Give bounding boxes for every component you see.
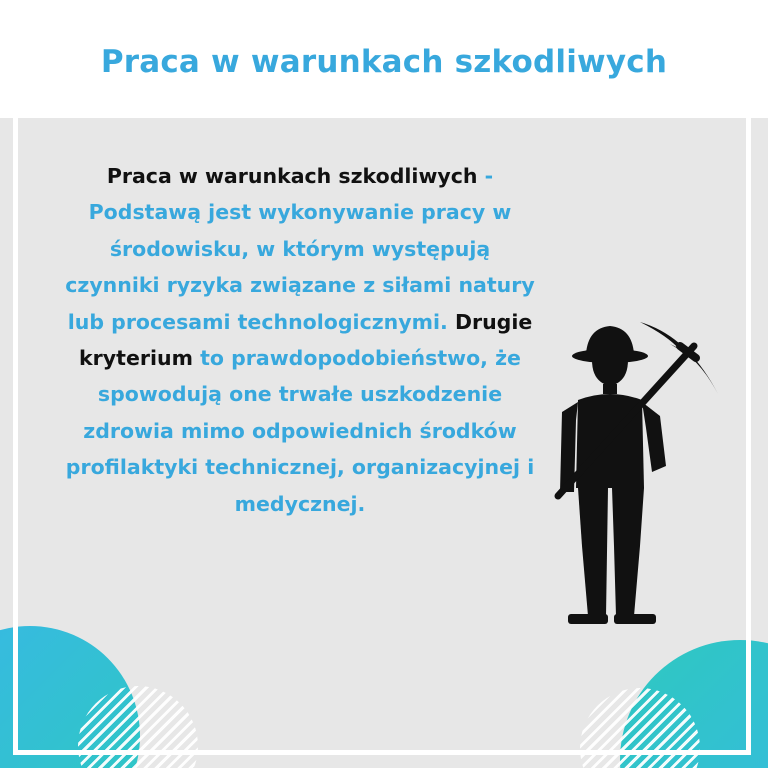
definition-text [62, 158, 538, 522]
separator-dash: - [477, 164, 494, 188]
page-title: Praca w warunkach szkodliwych [100, 44, 668, 80]
definition-part-1: Podstawą jest wykonywanie pracy w środowisku, w którym występują czynniki ryzyka związane z siłami natury lub procesami technologicznymi. [65, 200, 535, 334]
term-second-criterion: Drugie kryterium [79, 309, 533, 371]
separator-to: to [192, 346, 232, 371]
term-harmful-conditions: Praca w warunkach szkodliwych [106, 164, 478, 188]
definition-part-2: prawdopodobieństwo, że spowodują one trwałe uszkodzenie zdrowia mimo odpowiednich środków profilaktyki technicznej, organizacyjnej i medycznej. [65, 346, 535, 516]
miner-with-pickaxe-icon [548, 316, 728, 636]
